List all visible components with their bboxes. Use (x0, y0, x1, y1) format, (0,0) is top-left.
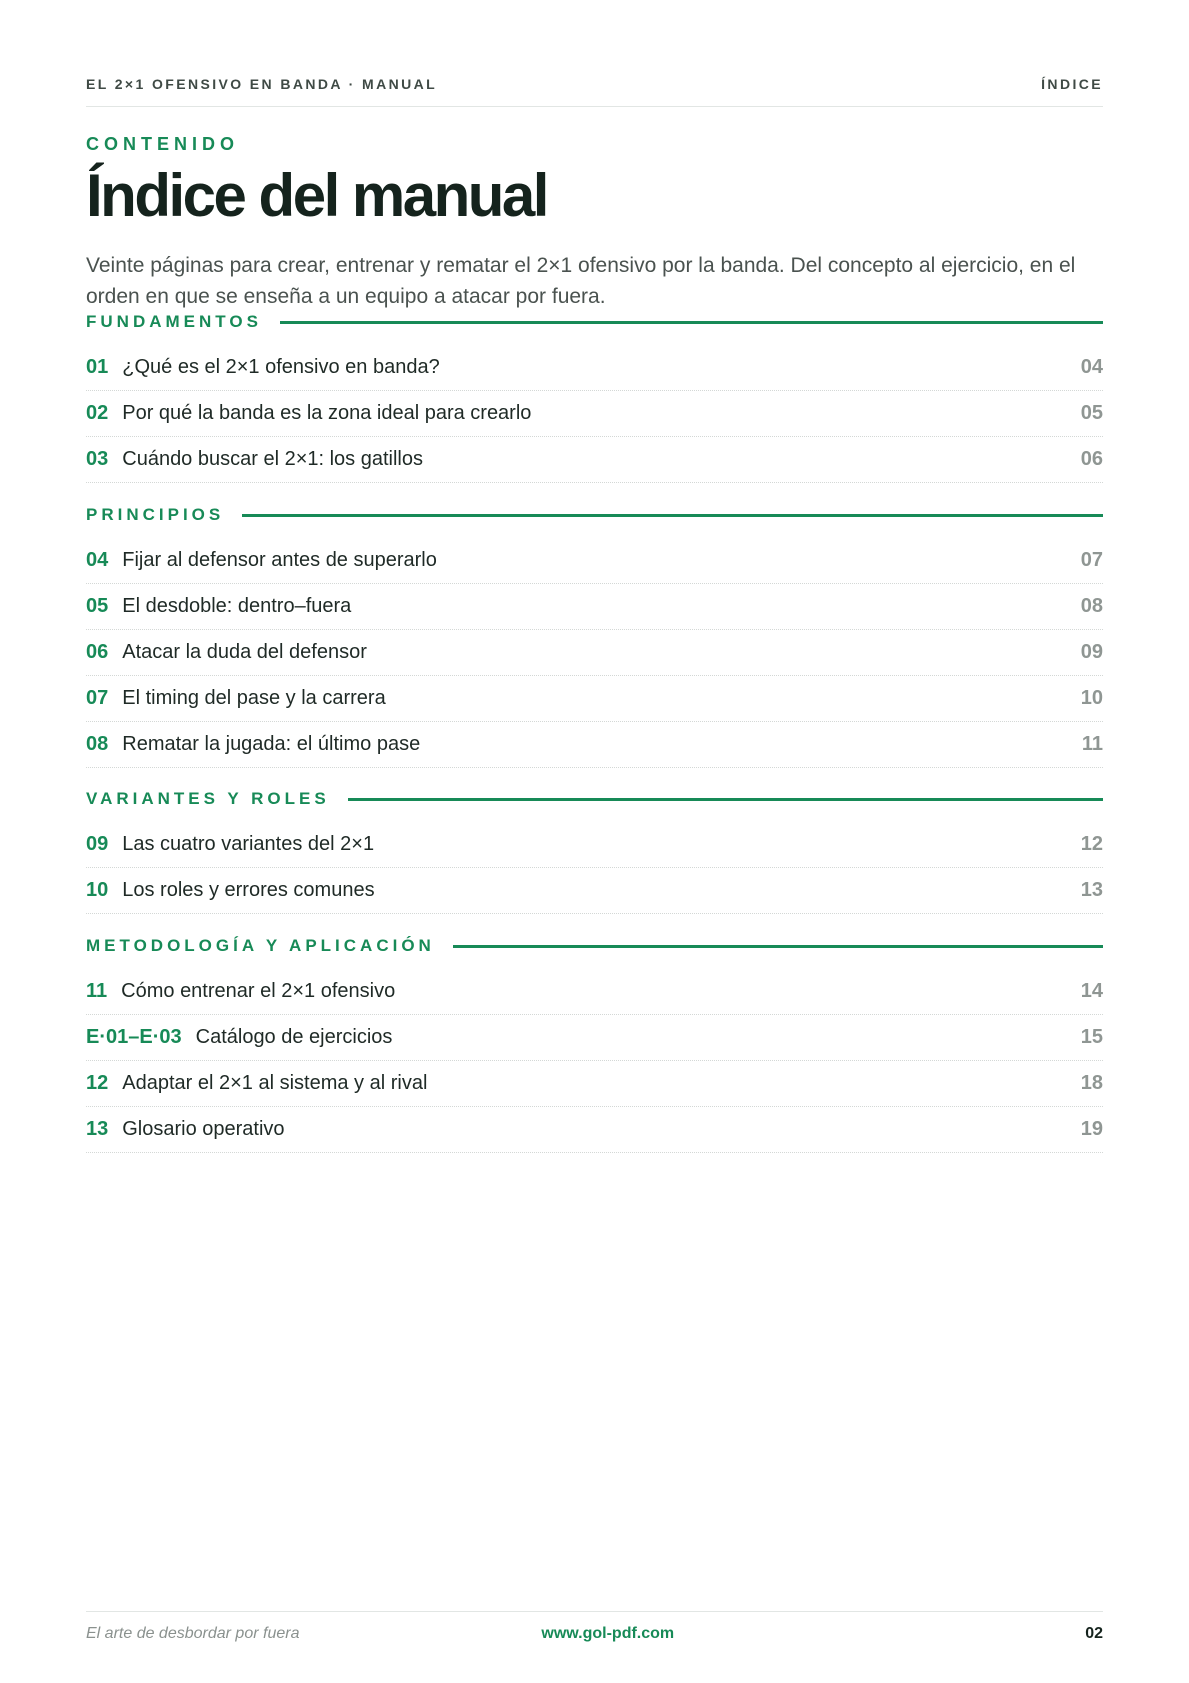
toc-entry-title: El desdoble: dentro–fuera (122, 595, 352, 617)
toc-entry-title: Catálogo de ejercicios (195, 1026, 393, 1048)
toc-entry-title: Fijar al defensor antes de superarlo (122, 549, 437, 571)
toc-entry-number: E·01–E·03 (86, 1026, 182, 1048)
toc-entry-title: Rematar la jugada: el último pase (122, 733, 421, 755)
toc-entry[interactable] (86, 868, 1103, 914)
section-divider (280, 321, 1103, 324)
toc-entry-number: 06 (86, 641, 109, 663)
toc-section-label: VARIANTES Y ROLES (86, 789, 330, 808)
toc-entry-page: 06 (1080, 448, 1103, 470)
section-divider (348, 798, 1103, 801)
toc-entry-number: 13 (86, 1118, 109, 1140)
page-number: 02 (1085, 1625, 1103, 1642)
toc-entry-page: 04 (1080, 356, 1103, 378)
toc-entry[interactable] (86, 630, 1103, 676)
toc-entry-page: 13 (1080, 879, 1103, 901)
toc-entry-title: Las cuatro variantes del 2×1 (122, 833, 375, 855)
toc-entry-title: Atacar la duda del defensor (122, 641, 367, 663)
toc-entry[interactable] (86, 722, 1103, 768)
toc-entry-page: 11 (1081, 733, 1103, 755)
toc-entry-page: 09 (1080, 641, 1103, 663)
toc-entry-title: El timing del pase y la carrera (122, 687, 386, 709)
toc-entry-title: Cuándo buscar el 2×1: los gatillos (122, 448, 423, 470)
intro-paragraph: Veinte páginas para crear, entrenar y rematar el 2×1 ofensivo por la banda. Del concepto al ejercicio, en el orden en que se enseña a un equipo a atacar por fuera. (86, 254, 1076, 308)
toc-entry-page: 19 (1080, 1118, 1103, 1140)
toc-section-metodologia (86, 931, 1103, 1153)
toc-entry-title: Por qué la banda es la zona ideal para crearlo (122, 402, 532, 424)
toc-entry-page: 14 (1080, 980, 1103, 1002)
toc-section-label: FUNDAMENTOS (86, 312, 262, 331)
toc-section-principios (86, 500, 1103, 768)
toc-entry-number: 05 (86, 595, 109, 617)
toc-entry-number: 02 (86, 402, 109, 424)
section-divider (453, 945, 1103, 948)
toc-entry-number: 12 (86, 1072, 109, 1094)
toc-section-header (86, 500, 1103, 530)
document-page (86, 0, 1103, 1683)
toc-entry-title: ¿Qué es el 2×1 ofensivo en banda? (122, 356, 440, 378)
toc-entry[interactable] (86, 538, 1103, 584)
toc-entry-page: 07 (1080, 549, 1103, 571)
toc-entry-page: 05 (1080, 402, 1103, 424)
toc-entry-title: Adaptar el 2×1 al sistema y al rival (122, 1072, 428, 1094)
toc-entry[interactable] (86, 1061, 1103, 1107)
toc-entry[interactable] (86, 345, 1103, 391)
toc-entry-number: 10 (86, 879, 109, 901)
footer-website-link[interactable]: www.gol-pdf.com (541, 1625, 675, 1642)
page-footer (86, 1611, 1103, 1656)
toc-entry[interactable] (86, 822, 1103, 868)
toc-section-label: METODOLOGÍA Y APLICACIÓN (86, 936, 435, 955)
toc-entry[interactable] (86, 584, 1103, 630)
toc-entry-number: 09 (86, 833, 109, 855)
toc-entry-number: 04 (86, 549, 109, 571)
toc-section-header (86, 931, 1103, 961)
toc-entry[interactable] (86, 437, 1103, 483)
running-header (86, 76, 1103, 107)
toc-entry-title: Cómo entrenar el 2×1 ofensivo (121, 980, 396, 1002)
toc-entry-number: 03 (86, 448, 109, 470)
page-title: Índice del manual (86, 162, 547, 229)
toc-entry-page: 15 (1080, 1026, 1103, 1048)
toc-entry-number: 08 (86, 733, 109, 755)
toc-entry-number: 07 (86, 687, 109, 709)
toc-section-variantes (86, 784, 1103, 914)
toc-entry[interactable] (86, 969, 1103, 1015)
toc-section-header (86, 784, 1103, 814)
running-header-section: ÍNDICE (1041, 76, 1103, 92)
toc-section-label: PRINCIPIOS (86, 505, 225, 524)
section-divider (242, 514, 1103, 517)
toc-entry[interactable] (86, 391, 1103, 437)
toc-entry-page: 08 (1080, 595, 1103, 617)
toc-section-fundamentos (86, 307, 1103, 483)
toc-entry-title: Glosario operativo (122, 1118, 285, 1140)
toc-entry[interactable] (86, 676, 1103, 722)
toc-entry[interactable] (86, 1015, 1103, 1061)
toc-entry-page: 18 (1080, 1072, 1103, 1094)
footer-tagline: El arte de desbordar por fuera (86, 1625, 300, 1642)
toc-entry-number: 01 (86, 356, 109, 378)
toc-entry-page: 12 (1080, 833, 1103, 855)
toc-entry-title: Los roles y errores comunes (122, 879, 375, 901)
toc-entry-number: 11 (86, 980, 108, 1002)
section-kicker: CONTENIDO (86, 134, 239, 154)
toc-entry[interactable] (86, 1107, 1103, 1153)
running-header-title: EL 2×1 OFENSIVO EN BANDA · MANUAL (86, 76, 438, 92)
toc-section-header (86, 307, 1103, 337)
toc-entry-page: 10 (1080, 687, 1103, 709)
